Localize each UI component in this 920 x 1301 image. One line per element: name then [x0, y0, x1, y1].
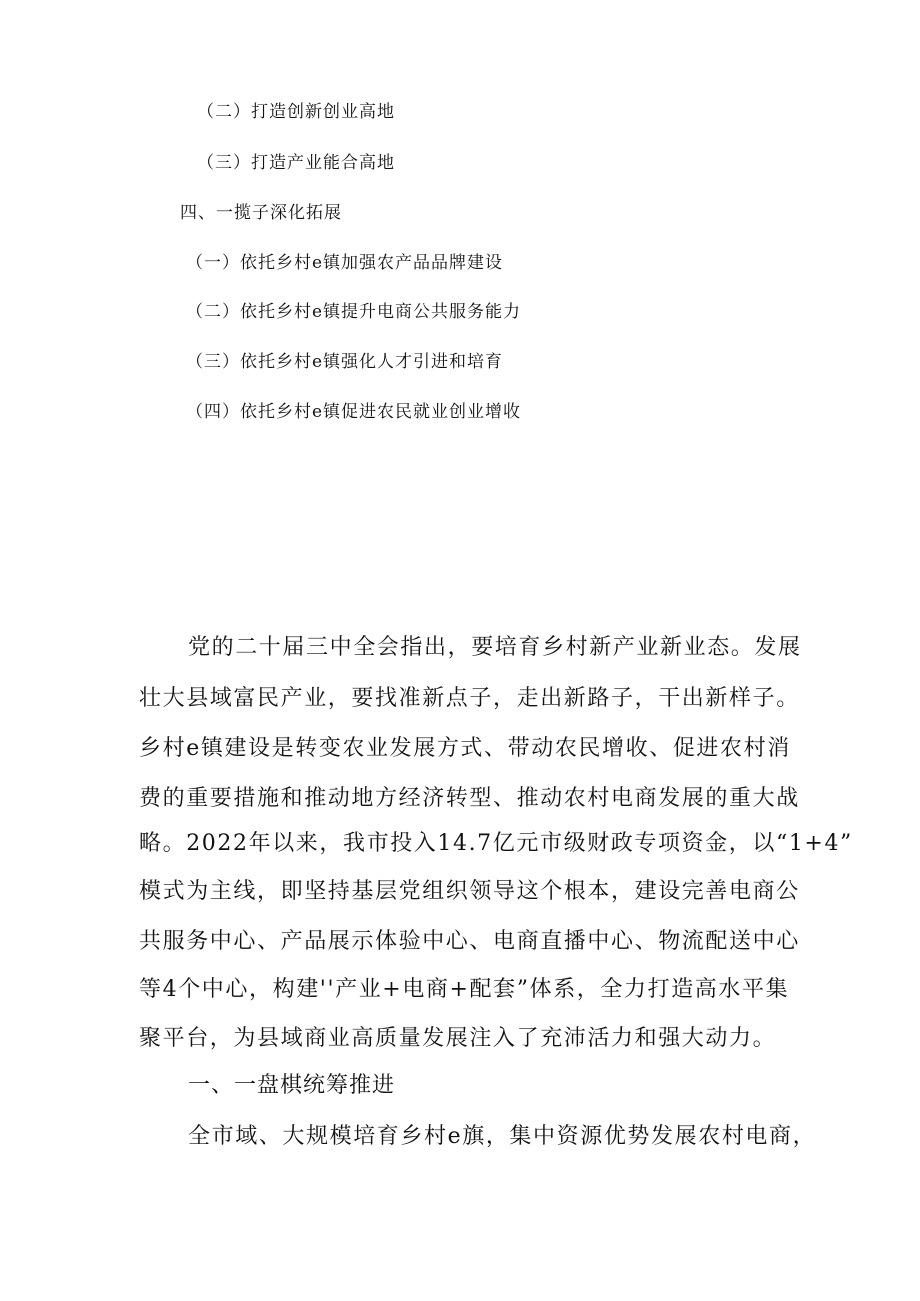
paragraph-line: 全市域、大规模培育乡村e旗，集中资源优势发展农村电商， [188, 1124, 817, 1149]
toc-item: （三）依托乡村e镇强化人才引进和培育 [186, 352, 504, 372]
paragraph-line: 乡村e镇建设是转变农业发展方式、带动农民增收、促进农村消 [139, 736, 791, 761]
paragraph-line: 聚平台，为县域商业高质量发展注入了充沛活力和强大动力。 [139, 1026, 777, 1051]
paragraph-line: 壮大县域富民产业，要找准新点子，走出新路子，干出新样子。 [139, 686, 800, 711]
paragraph-line: 略。2022年以来，我市投入14.7亿元市级财政专项资金，以“1+4” [139, 831, 853, 856]
paragraph-line: 党的二十届三中全会指出，要培育乡村新产业新业态。发展 [188, 635, 802, 660]
section-heading: 一、一盘棋统筹推进 [188, 1073, 396, 1098]
paragraph-line: 模式为主线，即坚持基层党组织领导这个根本，建设完善电商公 [139, 879, 800, 904]
paragraph-line: 共服务中心、产品展示体验中心、电商直播中心、物流配送中心 [139, 929, 800, 954]
paragraph-line: 等4个中心，构建''产业+电商+配套”体系，全力打造高水平集 [139, 977, 790, 1002]
toc-item: （三）打造产业能合高地 [197, 153, 395, 173]
toc-item: （二）打造创新创业高地 [197, 102, 395, 122]
toc-section-heading: 四、一揽子深化拓展 [180, 203, 342, 223]
toc-item: （一）依托乡村e镇加强农产品品牌建设 [186, 253, 504, 273]
paragraph-line: 费的重要措施和推动地方经济转型、推动农村电商发展的重大战 [139, 786, 800, 811]
toc-item: （二）依托乡村e镇提升电商公共服务能力 [186, 302, 522, 322]
toc-item: （四）依托乡村e镇促进农民就业创业增收 [186, 402, 522, 422]
